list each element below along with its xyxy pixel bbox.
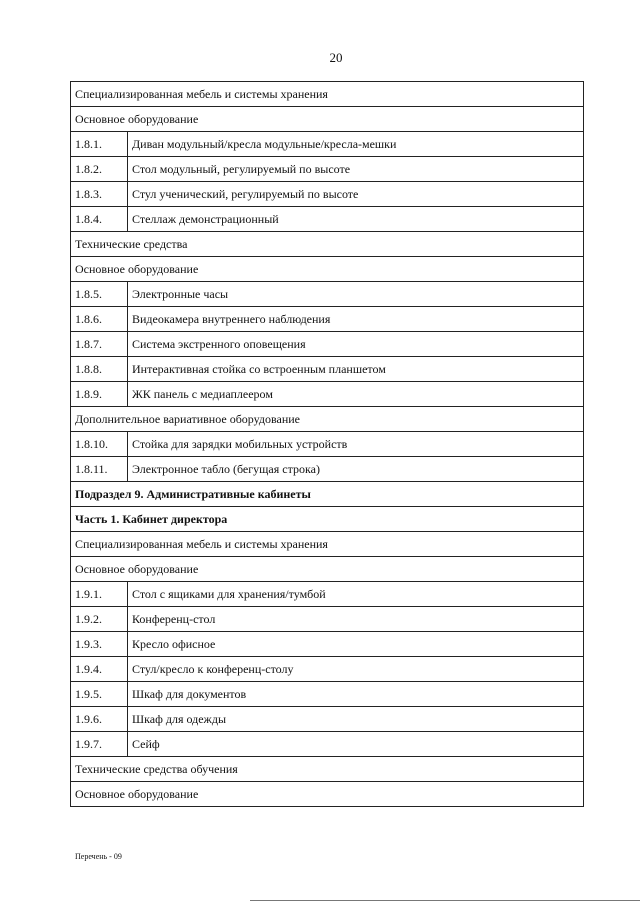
item-name: Видеокамера внутреннего наблюдения <box>128 307 584 332</box>
item-number: 1.8.6. <box>71 307 128 332</box>
item-number: 1.9.5. <box>71 682 128 707</box>
section-row <box>71 257 584 282</box>
item-name: Интерактивная стойка со встроенным планшетом <box>128 357 584 382</box>
table-row <box>71 682 584 707</box>
section-row <box>71 107 584 132</box>
section-row <box>71 407 584 432</box>
item-name: Электронные часы <box>128 282 584 307</box>
section-row <box>71 757 584 782</box>
item-number: 1.9.7. <box>71 732 128 757</box>
table-row <box>71 707 584 732</box>
item-number: 1.9.1. <box>71 582 128 607</box>
item-number: 1.8.3. <box>71 182 128 207</box>
table-row <box>71 657 584 682</box>
section-label: Дополнительное вариативное оборудование <box>71 407 584 432</box>
item-name: Стол с ящиками для хранения/тумбой <box>128 582 584 607</box>
section-row <box>71 557 584 582</box>
item-number: 1.8.10. <box>71 432 128 457</box>
item-number: 1.8.8. <box>71 357 128 382</box>
subsection-heading-row <box>71 482 584 507</box>
table-row <box>71 332 584 357</box>
subsection-heading: Подраздел 9. Административные кабинеты <box>71 482 584 507</box>
item-name: Стул ученический, регулируемый по высоте <box>128 182 584 207</box>
table-row <box>71 282 584 307</box>
subsection-heading: Часть 1. Кабинет директора <box>71 507 584 532</box>
section-row <box>71 82 584 107</box>
item-number: 1.8.9. <box>71 382 128 407</box>
item-name: Стул/кресло к конференц-столу <box>128 657 584 682</box>
table-row <box>71 632 584 657</box>
table-row <box>71 607 584 632</box>
item-name: Диван модульный/кресла модульные/кресла-мешки <box>128 132 584 157</box>
item-number: 1.9.6. <box>71 707 128 732</box>
section-label: Специализированная мебель и системы хранения <box>71 532 584 557</box>
item-number: 1.8.1. <box>71 132 128 157</box>
item-number: 1.8.2. <box>71 157 128 182</box>
item-name: Система экстренного оповещения <box>128 332 584 357</box>
section-label: Специализированная мебель и системы хранения <box>71 82 584 107</box>
table-row <box>71 457 584 482</box>
table-row <box>71 307 584 332</box>
item-name: Кресло офисное <box>128 632 584 657</box>
item-number: 1.9.2. <box>71 607 128 632</box>
page-number: 20 <box>329 50 343 65</box>
section-row <box>71 782 584 807</box>
item-name: Стол модульный, регулируемый по высоте <box>128 157 584 182</box>
table-row <box>71 157 584 182</box>
subsection-heading-row <box>71 507 584 532</box>
section-row <box>71 232 584 257</box>
section-label: Технические средства обучения <box>71 757 584 782</box>
item-name: Электронное табло (бегущая строка) <box>128 457 584 482</box>
table-row <box>71 382 584 407</box>
table-row <box>71 182 584 207</box>
item-name: Стеллаж демонстрационный <box>128 207 584 232</box>
equipment-table <box>70 81 584 807</box>
section-label: Основное оборудование <box>71 257 584 282</box>
section-label: Основное оборудование <box>71 557 584 582</box>
table-row <box>71 732 584 757</box>
item-name: Шкаф для документов <box>128 682 584 707</box>
table-row <box>71 357 584 382</box>
item-name: ЖК панель с медиаплеером <box>128 382 584 407</box>
footer-label: Перечень - 09 <box>75 852 122 861</box>
item-number: 1.8.5. <box>71 282 128 307</box>
item-name: Шкаф для одежды <box>128 707 584 732</box>
table-row <box>71 582 584 607</box>
equipment-table-body <box>71 82 584 807</box>
scan-edge-line <box>250 900 640 901</box>
section-label: Технические средства <box>71 232 584 257</box>
item-number: 1.8.7. <box>71 332 128 357</box>
table-row <box>71 432 584 457</box>
item-number: 1.8.4. <box>71 207 128 232</box>
item-number: 1.9.4. <box>71 657 128 682</box>
table-row <box>71 207 584 232</box>
item-name: Конференц-стол <box>128 607 584 632</box>
table-row <box>71 132 584 157</box>
item-number: 1.8.11. <box>71 457 128 482</box>
item-name: Стойка для зарядки мобильных устройств <box>128 432 584 457</box>
section-label: Основное оборудование <box>71 782 584 807</box>
item-number: 1.9.3. <box>71 632 128 657</box>
item-name: Сейф <box>128 732 584 757</box>
section-row <box>71 532 584 557</box>
section-label: Основное оборудование <box>71 107 584 132</box>
